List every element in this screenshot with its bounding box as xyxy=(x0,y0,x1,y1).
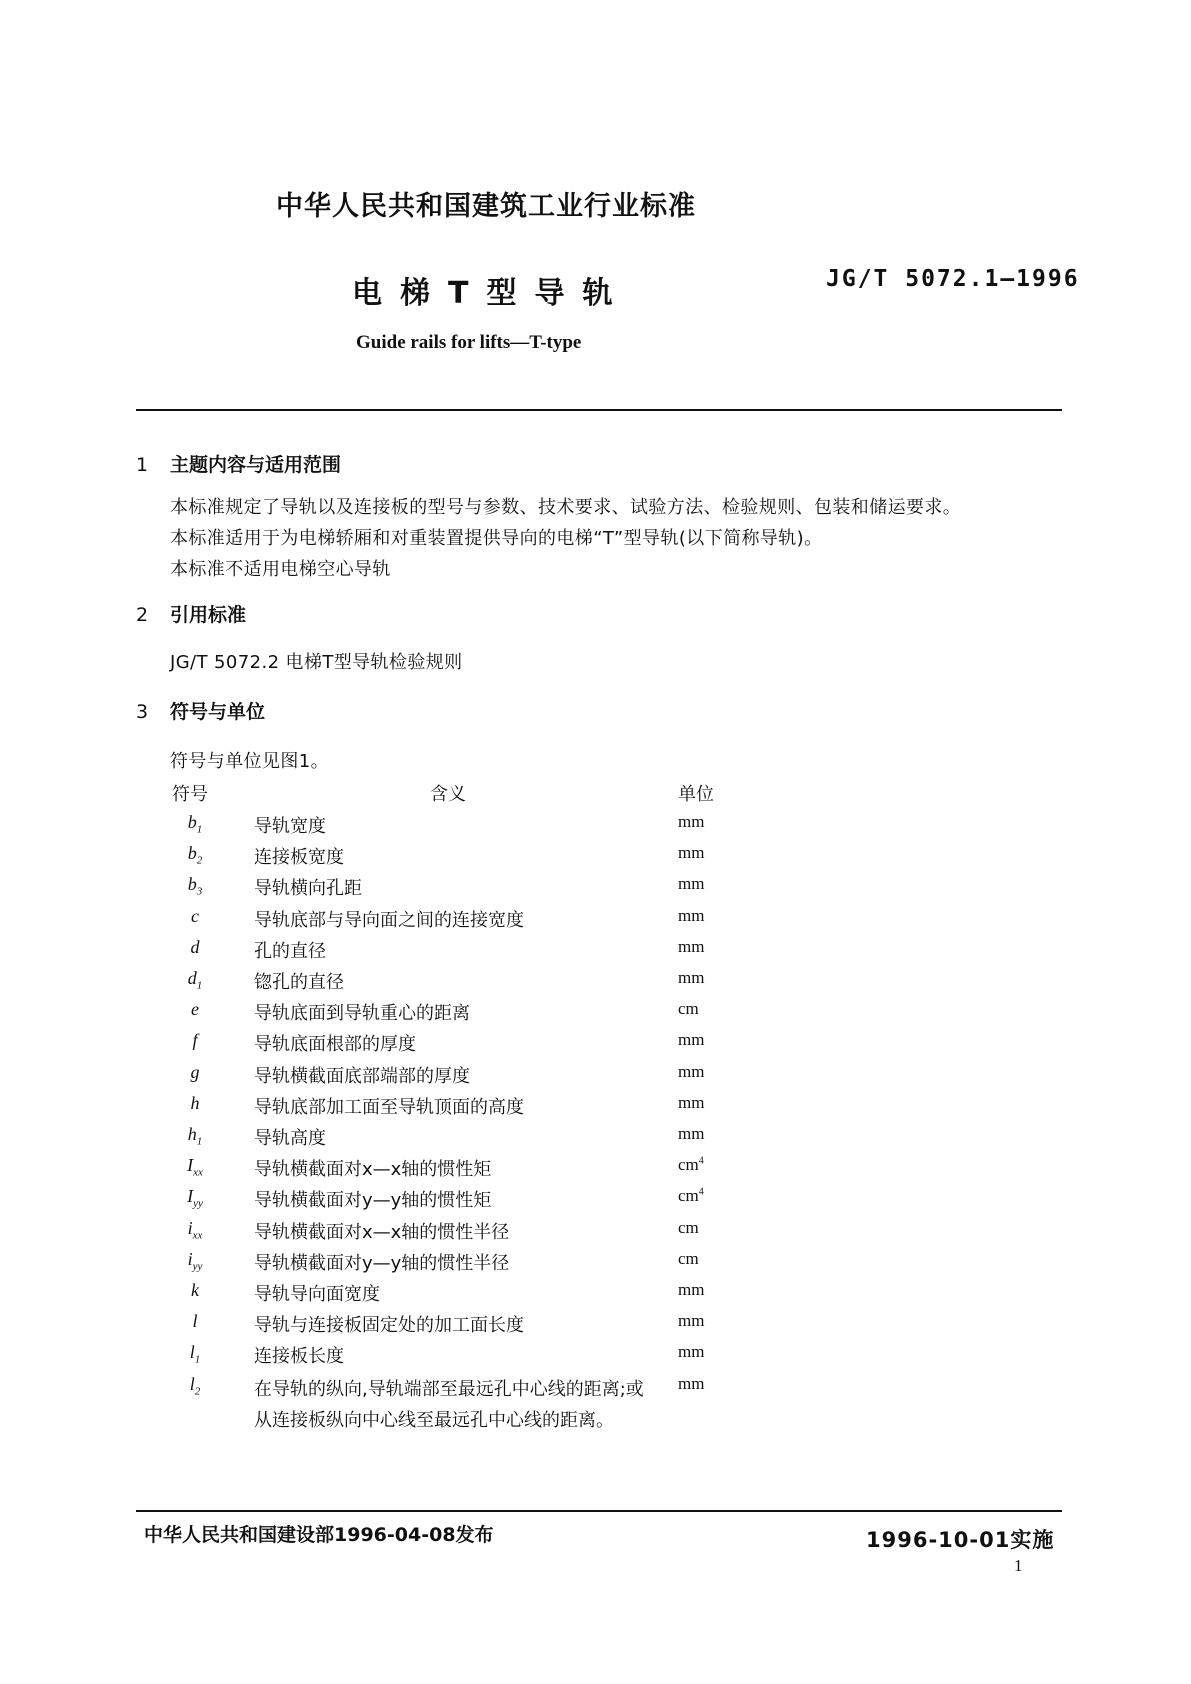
english-subtitle: Guide rails for lifts—T-type xyxy=(356,332,582,353)
symbol-row xyxy=(0,1373,1191,1431)
standard-code: JG/T 5072.1—1996 xyxy=(826,266,1080,292)
section-title: 主题内容与适用范围 xyxy=(170,454,342,476)
unit-text: mm xyxy=(678,1342,705,1362)
symbol-letter: f xyxy=(192,1030,198,1051)
symbol-subscript: xx xyxy=(192,1229,203,1242)
symbol-row xyxy=(0,1280,1191,1312)
symbol-letter: b xyxy=(187,812,197,832)
symbol-subscript: 2 xyxy=(194,1385,201,1398)
paragraph: 本标准适用于为电梯轿厢和对重装置提供导向的电梯“T”型导轨(以下简称导轨)。 xyxy=(170,528,823,549)
symbol-letter: i xyxy=(187,1248,193,1269)
symbol-table-header xyxy=(0,780,1191,812)
symbol xyxy=(180,1124,210,1148)
symbol-row xyxy=(0,1249,1191,1281)
symbol xyxy=(180,1374,210,1398)
symbol-unit xyxy=(678,968,704,988)
symbol xyxy=(180,1218,210,1242)
symbol-subscript: 1 xyxy=(194,1353,201,1366)
symbol-subscript: 2 xyxy=(196,854,203,867)
symbol-subscript: 3 xyxy=(196,885,203,898)
symbol xyxy=(180,1342,210,1366)
unit-text: mm xyxy=(678,1030,705,1050)
symbol xyxy=(180,937,210,958)
symbol-unit xyxy=(678,874,704,894)
symbol-subscript: yy xyxy=(193,1197,203,1210)
symbol-letter: b xyxy=(187,843,197,864)
symbol xyxy=(180,968,210,992)
symbol xyxy=(180,1093,210,1114)
symbol xyxy=(180,812,210,836)
section-heading xyxy=(136,600,246,627)
symbol-meaning: 导轨底面根部的厚度 xyxy=(254,1034,416,1056)
unit-text: mm xyxy=(678,1373,705,1393)
symbol-letter: i xyxy=(187,1217,193,1238)
symbol-meaning: 导轨横截面对x—x轴的惯性矩 xyxy=(254,1159,492,1181)
unit-superscript: 4 xyxy=(698,1186,704,1198)
symbol-meaning: 导轨横截面底部端部的厚度 xyxy=(254,1065,470,1087)
unit-text: cm xyxy=(678,1155,699,1175)
symbol-letter: l xyxy=(189,1373,195,1394)
symbol-unit xyxy=(678,1186,704,1206)
unit-text: mm xyxy=(678,1280,705,1299)
unit-text: mm xyxy=(678,1061,705,1081)
symbol xyxy=(180,999,210,1020)
symbol-meaning: 导轨底面到导轨重心的距离 xyxy=(254,1003,470,1025)
symbol-unit xyxy=(678,1124,704,1144)
symbol-letter: I xyxy=(187,1155,194,1176)
symbol-meaning: 锪孔的直径 xyxy=(254,972,344,993)
symbol-letter: h xyxy=(187,1124,197,1144)
symbol-unit xyxy=(678,1062,704,1082)
symbol-meaning: 导轨高度 xyxy=(254,1128,326,1149)
section-number: 1 xyxy=(136,454,149,476)
unit-text: mm xyxy=(678,1092,705,1112)
symbol-meaning: 连接板长度 xyxy=(254,1346,344,1368)
unit-text: mm xyxy=(678,812,705,831)
header-divider xyxy=(136,409,1062,411)
symbol-unit xyxy=(678,1030,704,1050)
footer-divider xyxy=(136,1510,1062,1512)
unit-text: mm xyxy=(678,936,705,956)
symbol-letter: c xyxy=(191,905,199,926)
symbol-unit xyxy=(678,937,704,957)
unit-text: cm xyxy=(678,999,699,1019)
symbol-letter: I xyxy=(187,1186,194,1207)
symbol-unit xyxy=(678,1155,704,1175)
symbol-subscript: xx xyxy=(193,1166,203,1179)
unit-text: mm xyxy=(678,1124,705,1143)
unit-text: cm xyxy=(678,1217,699,1237)
symbol-meaning: 导轨底部与导向面之间的连接宽度 xyxy=(254,909,524,931)
symbol-row xyxy=(0,1124,1191,1156)
symbol-meaning: 导轨横截面对y—y轴的惯性矩 xyxy=(254,1190,492,1212)
symbol-row xyxy=(0,1342,1191,1374)
effective-date: 1996-10-01实施 xyxy=(866,1528,1055,1552)
symbol-unit xyxy=(678,843,704,863)
symbol-meaning: 导轨横截面对x—x轴的惯性半径 xyxy=(254,1221,510,1243)
issue-date: 中华人民共和国建设部1996-04-08发布 xyxy=(144,1524,494,1546)
symbol xyxy=(180,874,210,898)
paragraph: 本标准规定了导轨以及连接板的型号与参数、技术要求、试验方法、检验规则、包装和储运要求。 xyxy=(170,497,962,518)
symbol-row xyxy=(0,1030,1191,1062)
paragraph: 符号与单位见图1。 xyxy=(170,751,330,772)
symbol xyxy=(180,1311,210,1332)
unit-text: cm xyxy=(678,1186,699,1206)
symbol-unit xyxy=(678,1249,699,1269)
unit-text: mm xyxy=(678,874,705,894)
symbol-subscript: 1 xyxy=(196,1135,203,1148)
symbol-row xyxy=(0,1218,1191,1250)
symbol-letter: g xyxy=(190,1061,200,1082)
symbol-meaning: 导轨导向面宽度 xyxy=(254,1284,380,1305)
symbol-letter: h xyxy=(190,1092,200,1113)
section-heading xyxy=(136,450,341,477)
unit-text: mm xyxy=(678,1311,705,1331)
symbol-letter: d xyxy=(190,936,200,957)
symbol-unit xyxy=(678,1342,704,1362)
symbol-meaning: 孔的直径 xyxy=(254,940,326,962)
symbol-meaning: 导轨横向孔距 xyxy=(254,878,362,900)
symbol-row xyxy=(0,874,1191,906)
symbol-row xyxy=(0,968,1191,1000)
symbol-row xyxy=(0,812,1191,844)
symbol-subscript: yy xyxy=(192,1260,203,1273)
symbol-row xyxy=(0,1155,1191,1187)
paragraph: 本标准不适用电梯空心导轨 xyxy=(170,559,391,580)
symbol-letter: b xyxy=(187,874,197,895)
unit-text: mm xyxy=(678,968,705,987)
symbol-row xyxy=(0,1311,1191,1343)
symbol xyxy=(180,1249,210,1273)
symbol-row xyxy=(0,999,1191,1031)
unit-text: mm xyxy=(678,905,705,925)
symbol-unit xyxy=(678,1280,704,1300)
symbol-unit xyxy=(678,999,699,1019)
symbol-unit xyxy=(678,1311,704,1331)
symbol-row xyxy=(0,1093,1191,1125)
symbol-meaning: 导轨底部加工面至导轨顶面的高度 xyxy=(254,1096,524,1118)
unit-column-header: 单位 xyxy=(678,784,714,805)
page-number: 1 xyxy=(1014,1556,1023,1575)
symbol xyxy=(180,843,210,867)
symbol-meaning: 导轨宽度 xyxy=(254,816,326,837)
symbol-unit xyxy=(678,1218,699,1238)
symbol xyxy=(180,1280,210,1301)
unit-superscript: 4 xyxy=(698,1155,704,1167)
document-title: 电梯T型导轨 xyxy=(352,276,631,311)
reference-standard: JG/T 5072.2 电梯T型导轨检验规则 xyxy=(170,652,463,673)
unit-text: cm xyxy=(678,1248,699,1268)
issuing-organization: 中华人民共和国建筑工业行业标准 xyxy=(276,191,696,222)
symbol xyxy=(180,906,210,927)
symbol-meaning: 连接板宽度 xyxy=(254,847,344,869)
section-number: 3 xyxy=(136,701,149,723)
symbol-letter: k xyxy=(191,1280,199,1300)
symbol-row xyxy=(0,843,1191,875)
symbol-letter: l xyxy=(189,1342,195,1363)
symbol-row xyxy=(0,1062,1191,1094)
symbol-meaning: 导轨横截面对y—y轴的惯性半径 xyxy=(254,1252,510,1274)
symbol-subscript: 1 xyxy=(196,979,203,992)
symbol-subscript: 1 xyxy=(196,823,203,836)
symbol-unit xyxy=(678,1093,704,1113)
symbol-letter: d xyxy=(187,968,197,988)
symbol-column-header: 符号 xyxy=(172,784,208,805)
section-title: 符号与单位 xyxy=(170,701,266,723)
symbol xyxy=(180,1186,210,1210)
section-title: 引用标准 xyxy=(170,604,247,626)
symbol xyxy=(180,1062,210,1083)
symbol-unit xyxy=(678,812,704,832)
symbol-unit xyxy=(678,906,704,926)
symbol xyxy=(180,1030,210,1051)
section-number: 2 xyxy=(136,604,149,626)
symbol-letter: l xyxy=(192,1311,198,1332)
symbol-row xyxy=(0,906,1191,938)
section-heading xyxy=(136,697,265,724)
symbol-unit xyxy=(678,1374,704,1394)
symbol-row xyxy=(0,937,1191,969)
unit-text: mm xyxy=(678,843,705,863)
meaning-column-header: 含义 xyxy=(430,784,466,805)
symbol-meaning: 导轨与连接板固定处的加工面长度 xyxy=(254,1315,524,1337)
symbol xyxy=(180,1155,210,1179)
symbol-row xyxy=(0,1186,1191,1218)
symbol-meaning: 在导轨的纵向,导轨端部至最远孔中心线的距离;或从连接板纵向中心线至最远孔中心线的距离。 xyxy=(254,1378,644,1431)
symbol-letter: e xyxy=(191,999,199,1020)
